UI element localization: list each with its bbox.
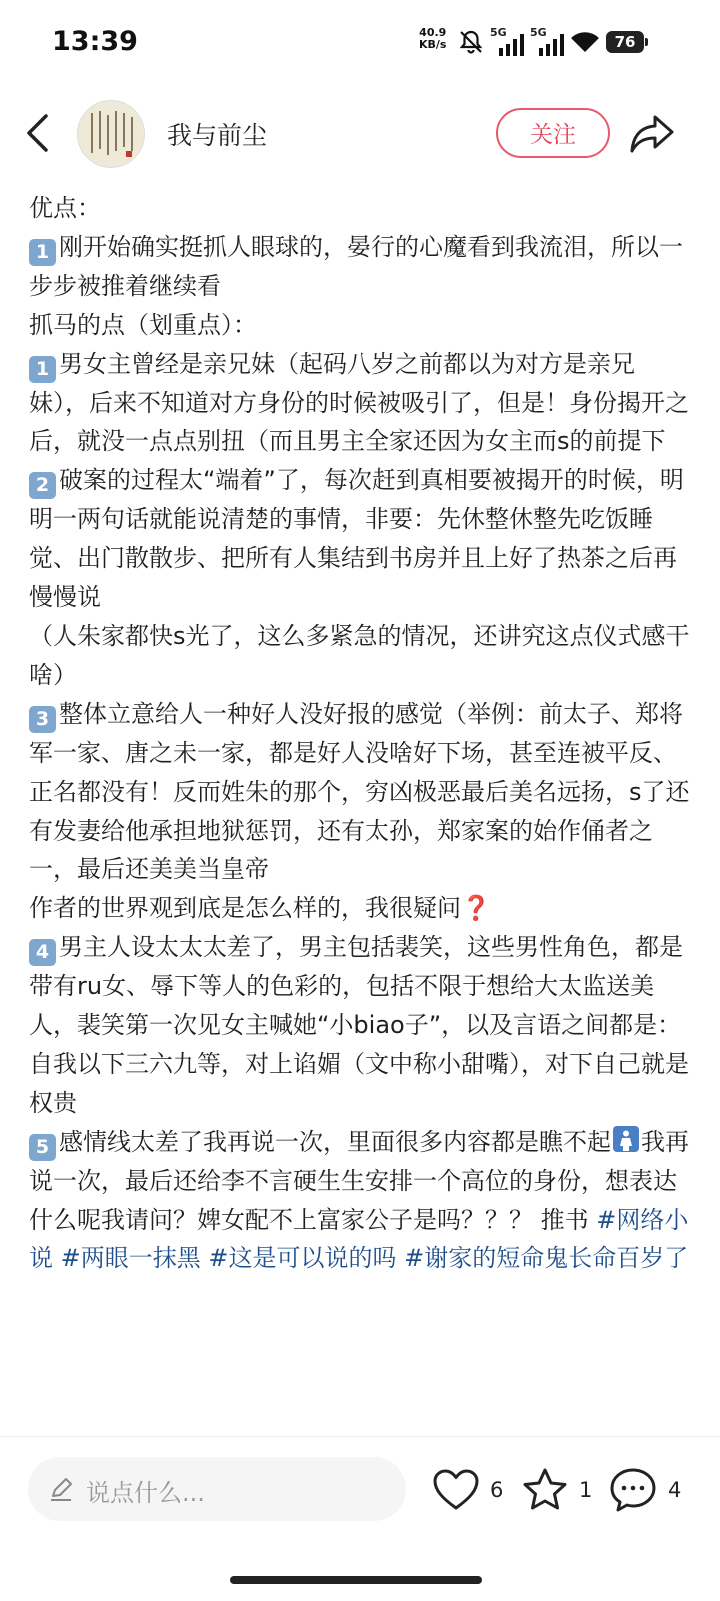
home-indicator[interactable]: [230, 1576, 482, 1584]
net-speed: [419, 27, 446, 51]
share-icon[interactable]: [628, 112, 676, 156]
number-badge: 2: [29, 472, 56, 499]
comment-input[interactable]: [28, 1457, 406, 1521]
hashtag-link[interactable]: #谢家的短命鬼长命百岁了: [404, 1244, 689, 1273]
net-speed-unit: KB/s: [419, 38, 447, 51]
like-count: 6: [490, 1478, 504, 1502]
like-button[interactable]: [432, 1463, 503, 1517]
paragraph-text: 感情线太差了我再说一次，里面很多内容都是瞧不起: [59, 1127, 611, 1156]
paragraph-text: 作者的世界观到底是怎么样的，我很疑问: [29, 894, 461, 923]
mute-bell-icon: [458, 29, 484, 55]
post-header: [0, 92, 720, 176]
paragraph: [29, 695, 694, 890]
pencil-icon: [48, 1476, 74, 1502]
comment-bubble-icon: [608, 1466, 658, 1514]
paragraph-text: 整体立意给人一种好人没好报的感觉（举例：前太子、郑将军一家、唐之未一家，都是好人没啥好下场，甚至连被平反、正名都没有！反而姓朱的那个，穷凶极恶最后美名远扬，s了还有发妻给他承担地狱惩罚，还有太孙，郑家案的始作俑者之一，最后还美美当皇帝: [29, 699, 690, 884]
signal-icon: [538, 34, 564, 56]
author-name[interactable]: 我与前尘: [167, 121, 268, 150]
paragraph: [29, 1123, 694, 1279]
number-badge: 3: [29, 706, 56, 733]
paragraph-text: 男女主曾经是亲兄妹（起码八岁之前都以为对方是亲兄妹），后来不知道对方身份的时候被吸引了，但是！身份揭开之后，就没一点点别扭（而且男主全家还因为女主而s的前提下: [29, 349, 689, 456]
paragraph: 优点：: [29, 194, 101, 222]
hashtag-link[interactable]: #这是可以说的吗: [208, 1244, 397, 1273]
signal-sim1: [490, 26, 524, 58]
paragraph-text: 男主人设太太太差了，男主包括裴笑，这些男性角色，都是带有ru女、辱下等人的色彩的，包括不限于想给大太监送美人，裴笑第一次见女主喊她“小biao子”，以及言语之间都是：自我以下三六九等，对上谄媚（文中称小甜嘴），对下自己就是权贵: [29, 933, 689, 1117]
paragraph-text: 我再说一次，最后还给李不言硬生生安排一个高位的身份，想表达什么呢我请问？婢女配不上富家公子是吗？？？ 推书: [29, 1127, 689, 1234]
post-content: [29, 189, 694, 1278]
signal-icon: [498, 34, 524, 56]
number-badge: 1: [29, 356, 56, 383]
status-icons: [458, 24, 644, 60]
comment-placeholder: 说点什么...: [86, 1479, 205, 1507]
paragraph: [29, 928, 694, 1123]
favorite-count: 1: [579, 1478, 593, 1502]
paragraph: [29, 345, 694, 462]
question-mark-emoji: ❓: [461, 894, 491, 923]
follow-button[interactable]: 关注: [496, 108, 610, 158]
status-time: 13:39: [52, 26, 138, 57]
number-badge: 1: [29, 239, 56, 266]
signal-sim2: [530, 26, 564, 58]
number-badge: 4: [29, 939, 56, 966]
person-icon: [613, 1126, 639, 1152]
avatar[interactable]: [77, 100, 145, 168]
star-icon: [521, 1467, 569, 1513]
back-arrow-icon[interactable]: [20, 110, 60, 156]
comment-button[interactable]: [608, 1463, 681, 1517]
wifi-icon: [570, 30, 600, 54]
avatar-calligraphy-image: [78, 101, 144, 167]
status-bar: [0, 0, 720, 86]
favorite-button[interactable]: [521, 1463, 592, 1517]
hashtag-link[interactable]: #网络小说: [29, 1205, 689, 1273]
number-badge: 5: [29, 1134, 56, 1161]
paragraph: （人朱家都快s光了，这么多紧急的情况，还讲究这点仪式感干啥）: [29, 621, 690, 689]
net-speed-value: 40.9: [419, 26, 447, 39]
paragraph: [29, 461, 694, 617]
heart-icon: [432, 1468, 480, 1512]
bottom-action-bar: [0, 1436, 720, 1601]
paragraph-text: 刚开始确实挺抓人眼球的，晏行的心魔看到我流泪，所以一步步被推着继续看: [29, 232, 683, 300]
sim2-label: 5G: [530, 26, 547, 39]
comment-count: 4: [668, 1478, 682, 1502]
hashtag-link[interactable]: #两眼一抹黑: [60, 1244, 201, 1273]
battery-indicator: 76: [606, 31, 644, 53]
sim1-label: 5G: [490, 26, 507, 39]
paragraph: 抓马的点（划重点）：: [29, 310, 257, 339]
paragraph-text: 破案的过程太“端着”了，每次赶到真相要被揭开的时候，明明一两句话就能说清楚的事情，非要：先休整休整先吃饭睡觉、出门散散步、把所有人集结到书房并且上好了热茶之后再慢慢说: [29, 466, 684, 612]
paragraph: [29, 889, 694, 928]
paragraph: [29, 228, 694, 306]
